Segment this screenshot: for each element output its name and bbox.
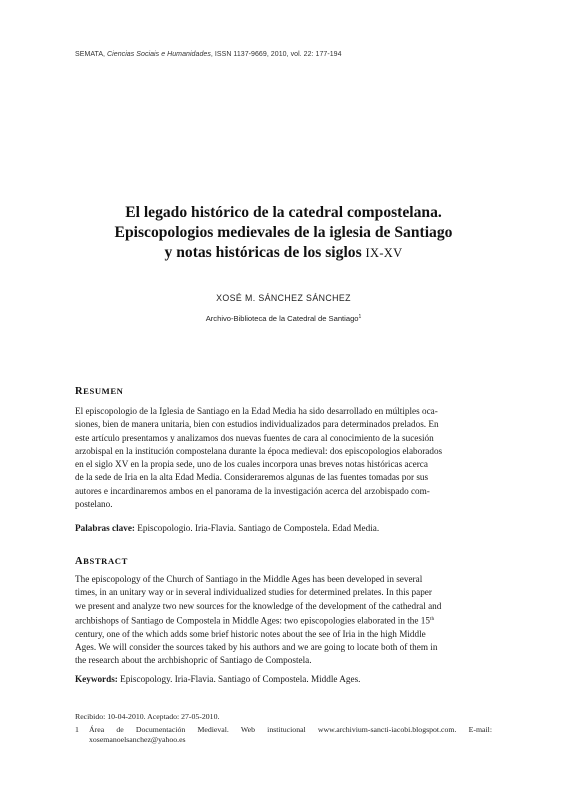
- abstract-line: the research about the archbishopric of Santiago de Compostela.: [75, 655, 312, 666]
- journal-prefix: SEMATA,: [75, 51, 106, 58]
- title-line-2: Episcopologios medievales de la iglesia de Santiago: [114, 224, 453, 241]
- abstract-line: century, one of the which adds some brief historic notes about the see of Iria in the high Middle: [75, 628, 426, 639]
- resumen-body: [75, 405, 492, 511]
- abstract-line: [75, 613, 492, 628]
- resumen-line: arzobispal en la institución compostelana durante la época medieval: dos episcopologios elaborados: [75, 445, 443, 456]
- abstract-heading: [75, 556, 375, 567]
- affiliation-footnote-marker: 1: [358, 314, 362, 320]
- article-title: [60, 203, 507, 263]
- abstract-line: Ages. We will consider the sources taked by his authors and we are going to locate both of them in: [75, 641, 438, 652]
- author-name: XOSÉ M. SÁNCHEZ SÁNCHEZ: [216, 293, 351, 303]
- journal-issn-volume: , ISSN 1137-9669, 2010, vol. 22: 177-194: [210, 51, 342, 58]
- abstract-heading-rest: BSTRACT: [83, 556, 128, 566]
- title-line-3-text: y notas históricas de los siglos: [164, 244, 362, 261]
- resumen-line: autores e incardinaremos ambos en el panorama de la investigación acerca del arzobispado com-: [75, 485, 430, 496]
- resumen-line: este artículo presentamos y analizamos dos nuevas fuentes de cara al conocimiento de la sucesión: [75, 432, 434, 443]
- resumen-line: postelano.: [75, 499, 113, 510]
- ordinal-suffix: th: [429, 615, 435, 622]
- resumen-keywords: [75, 522, 492, 535]
- footnote-area: [75, 712, 492, 746]
- resumen-heading-initial: R: [75, 386, 84, 397]
- resumen-keywords-label: Palabras clave:: [75, 523, 135, 533]
- footnote-number: 1: [75, 724, 79, 734]
- abstract-body: [75, 573, 492, 668]
- abstract-keywords-label: Keywords:: [75, 674, 118, 684]
- abstract-keywords: [75, 673, 492, 686]
- received-accepted-dates: Recibido: 10-04-2010. Aceptado: 27-05-2010.: [75, 712, 220, 721]
- abstract-heading-initial: A: [75, 556, 84, 567]
- title-centuries: IX-XV: [365, 246, 403, 260]
- abstract-line: we present and analyze two new sources for the knowledge of the development of the cathedral and: [75, 600, 442, 611]
- resumen-line: en el siglo XV en la propia sede, uno de los cuales incorpora unas breves notas históricas acerca: [75, 459, 428, 470]
- journal-series: Ciencias Sociais e Humanidades: [107, 51, 211, 58]
- resumen-keywords-list: Episcopologio. Iria-Flavia. Santiago de Compostela. Edad Media.: [137, 523, 380, 533]
- resumen-line: El episcopologio de la Iglesia de Santiago en la Edad Media ha sido desarrollado en múltiples oca-: [75, 406, 438, 416]
- abstract-line: The episcopology of the Church of Santiago in the Middle Ages has been developed in several: [75, 574, 423, 584]
- author-affiliation: [60, 314, 507, 323]
- abstract-line-text: archbishops of Santiago de Compostela in Middle Ages: two episcopologies elaborated in the 15: [75, 615, 430, 626]
- footnote-text: Área de Documentación Medieval. Web institucional www.archivium-sancti-iacobi.blogspot.com. E-mail: xosemanoelsanchez@yahoo.es: [89, 724, 492, 745]
- resumen-heading: [75, 386, 375, 397]
- affiliation-text: Archivo-Biblioteca de la Catedral de Santiago: [205, 314, 359, 323]
- running-header: [75, 51, 495, 58]
- footnote-1: [75, 725, 492, 746]
- title-line-3: [60, 243, 507, 263]
- abstract-line: times, in an unitary way or in several individualized studies for determined prelates. In this paper: [75, 587, 432, 598]
- title-line-1: El legado histórico de la catedral compostelana.: [125, 204, 442, 221]
- resumen-line: siones, bien de manera unitaria, bien con estudios individualizados para determinados prelados. En: [75, 419, 439, 430]
- resumen-heading-rest: ESUMEN: [83, 386, 124, 396]
- resumen-line: de la sede de Iria en la alta Edad Media. Consideraremos algunas de las fuentes tomadas por sus: [75, 472, 429, 483]
- abstract-keywords-list: Episcopology. Iria-Flavia. Santiago of Compostela. Middle Ages.: [120, 674, 361, 684]
